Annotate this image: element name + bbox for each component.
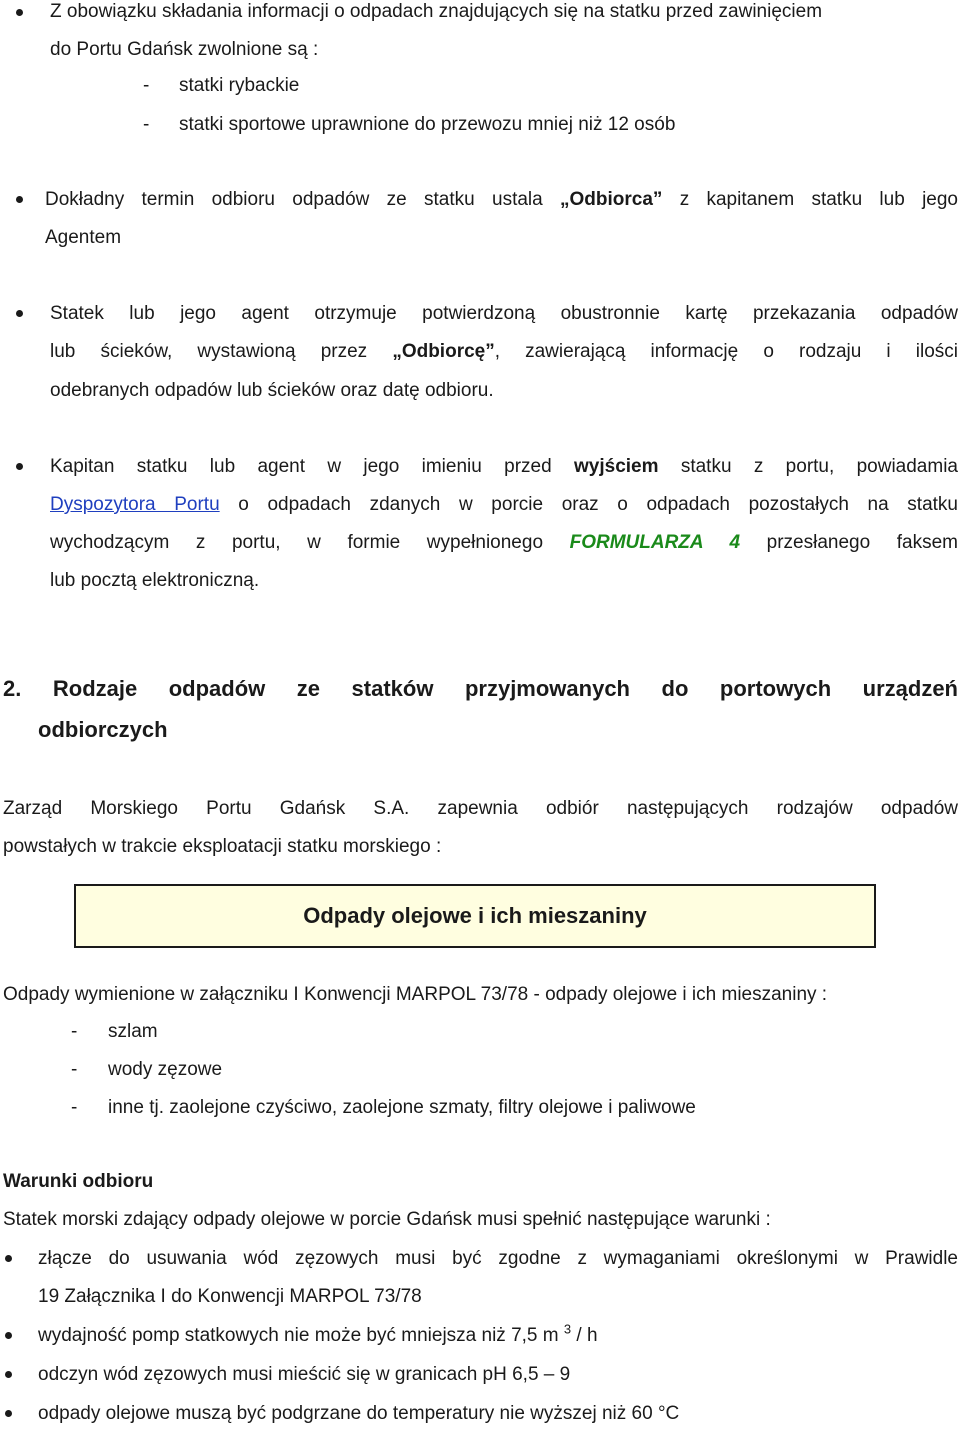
bullet-dot	[5, 1332, 12, 1339]
wyjsciem-emphasis: wyjściem	[574, 456, 659, 477]
bullet-dot	[16, 196, 23, 203]
sub-item: statki sportowe uprawnione do przewozu mniej niż 12 osób	[179, 114, 676, 135]
intro-line-1: Z obowiązku składania informacji o odpadach znajdujących się na statku przed zawinięciem	[50, 1, 823, 22]
list-dash: -	[71, 1059, 78, 1080]
odbiorca-emphasis: „Odbiorca”	[560, 189, 663, 210]
bullet-dot	[5, 1410, 12, 1417]
condition-item-4: odpady olejowe muszą być podgrzane do temperatury nie wyższej niż 60 °C	[38, 1403, 680, 1424]
bullet-dot	[5, 1371, 12, 1378]
bullet2-line-2: Agentem	[45, 227, 122, 248]
sub-item-dash: -	[143, 114, 150, 135]
list-item: inne tj. zaolejone czyściwo, zaolejone szmaty, filtry olejowe i paliwowe	[108, 1097, 696, 1118]
list-dash: -	[71, 1021, 78, 1042]
odbiorce-emphasis: „Odbiorcę”	[392, 341, 495, 362]
list-intro: Odpady wymienione w załączniku I Konwencji MARPOL 73/78 - odpady olejowe i ich mieszaniny :	[3, 984, 828, 1005]
conditions-title: Warunki odbioru	[3, 1171, 154, 1192]
list-dash: -	[71, 1097, 78, 1118]
bullet2-line-1: Dokładny termin odbioru odpadów ze statku ustala „Odbiorca” z kapitanem statku lub jego	[45, 189, 958, 210]
condition-item-2: wydajność pomp statkowych nie może być mniejsza niż 7,5 m $^3$ / h	[38, 1321, 598, 1346]
section-heading: 2. Rodzaje odpadów ze statków przyjmowanych do portowych urządzeń	[3, 676, 958, 701]
formularz-4-reference: FORMULARZA 4	[569, 532, 741, 553]
sub-item-dash: -	[143, 75, 150, 96]
bullet-dot	[16, 310, 23, 317]
bullet3-line-1: Statek lub jego agent otrzymuje potwierdzoną obustronnie kartę przekazania odpadów	[50, 303, 958, 324]
condition-item-3: odczyn wód zęzowych musi mieścić się w granicach pH 6,5 – 9	[38, 1364, 571, 1385]
bullet4-line-4: lub pocztą elektroniczną.	[50, 570, 260, 591]
bullet4-line-2: Dyspozytora Portu o odpadach zdanych w porcie oraz o odpadach pozostałych na statku	[50, 494, 958, 515]
condition-item-1-line-2: 19 Załącznika I do Konwencji MARPOL 73/78	[38, 1286, 422, 1307]
bullet-dot	[5, 1255, 12, 1262]
intro-line-2: do Portu Gdańsk zwolnione są :	[50, 39, 319, 60]
dyspozytor-portu-link[interactable]: Dyspozytora Portu	[50, 494, 220, 515]
section-paragraph-line-1: Zarząd Morskiego Portu Gdańsk S.A. zapewnia odbiór następujących rodzajów odpadów	[3, 798, 958, 819]
list-item: szlam	[108, 1021, 158, 1042]
bullet4-line-1: Kapitan statku lub agent w jego imieniu przed wyjściem statku z portu, powiadamia	[50, 456, 958, 477]
bullet3-line-3: odebranych odpadów lub ścieków oraz datę odbioru.	[50, 380, 494, 401]
list-item: wody zęzowe	[108, 1059, 223, 1080]
condition-item-1-line-1: złącze do usuwania wód zęzowych musi być zgodne z wymaganiami określonymi w Prawidle	[38, 1248, 958, 1269]
bullet-dot	[16, 463, 23, 470]
bullet-dot	[16, 9, 23, 16]
conditions-intro: Statek morski zdający odpady olejowe w porcie Gdańsk musi spełnić następujące warunki :	[3, 1209, 771, 1230]
bullet4-line-3: wychodzącym z portu, w formie wypełnionego FORMULARZA 4 przesłanego faksem	[50, 532, 958, 553]
cubic-superscript: 3	[563, 1321, 572, 1337]
section-paragraph-line-2: powstałych w trakcie eksploatacji statku morskiego :	[3, 836, 442, 857]
sub-item: statki rybackie	[179, 75, 300, 96]
category-box-title: Odpady olejowe i ich mieszaniny	[74, 884, 876, 948]
section-heading-line-2: odbiorczych	[38, 717, 168, 742]
bullet3-line-2: lub ścieków, wystawioną przez „Odbiorcę”, zawierającą informację o rodzaju i ilości	[50, 341, 958, 362]
